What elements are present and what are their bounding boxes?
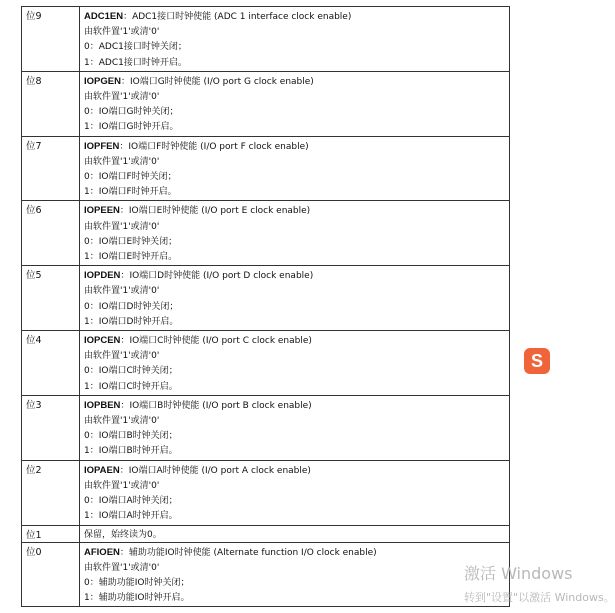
table-row [22,7,510,72]
field-detail: 0：IO端口A时钟关闭； [84,496,178,507]
field-detail: 由软件置'1'或清'0' [84,27,160,38]
register-bit-table [21,6,510,607]
field-detail: 1：IO端口C时钟开启。 [84,381,178,392]
bit-label: 位9 [22,7,80,72]
table-row [22,71,510,136]
field-title: ：IO端口E时钟使能 (I/O port E clock enable) [119,206,311,217]
field-detail: 由软件置'1'或清'0' [84,221,160,232]
field-detail: 1：IO端口E时钟开启。 [84,252,178,263]
bit-description [80,542,510,607]
table-row [22,136,510,201]
table-row [22,395,510,460]
field-title: ：IO端口A时钟使能 (I/O port A clock enable) [119,465,311,476]
bit-description [80,201,510,266]
field-heading [84,545,509,561]
watermark-title: 激活 Windows [464,564,573,583]
field-detail: 1：ADC1接口时钟开启。 [84,57,187,68]
field-detail: 0：ADC1接口时钟关闭； [84,42,187,53]
bit-description [80,331,510,396]
bit-description [80,395,510,460]
field-detail: 0：辅助功能IO时钟关闭； [84,577,190,588]
field-title: ：IO端口B时钟使能 (I/O port B clock enable) [120,400,312,411]
field-detail: 1：IO端口F时钟开启。 [84,187,177,198]
field-detail: 由软件置'1'或清'0' [84,416,160,427]
bit-description [80,460,510,525]
table-row [22,331,510,396]
field-detail: 1：IO端口B时钟开启。 [84,446,178,457]
bit-label: 位3 [22,395,80,460]
input-method-icon[interactable]: S [524,348,550,374]
field-title: ：IO端口G时钟使能 (I/O port G clock enable) [120,76,314,87]
field-title: ：IO端口C时钟使能 (I/O port C clock enable) [120,336,312,347]
field-detail: 由软件置'1'或清'0' [84,351,160,362]
field-detail: 由软件置'1'或清'0' [84,156,160,167]
field-name: ADC1EN [84,11,124,22]
field-name: IOPAEN [84,464,120,476]
field-detail: 由软件置'1'或清'0' [84,562,160,573]
field-detail: 0：IO端口B时钟关闭； [84,431,178,442]
field-title: ：IO端口D时钟使能 (I/O port D clock enable) [120,271,314,282]
field-detail: 由软件置'1'或清'0' [84,92,160,103]
field-heading [84,333,509,349]
field-heading [84,203,509,219]
field-heading [84,74,509,90]
field-detail: 0：IO端口D时钟关闭； [84,301,179,312]
field-heading [84,9,509,25]
bit-label: 位2 [22,460,80,525]
table-row [22,460,510,525]
field-detail: 由软件置'1'或清'0' [84,480,160,491]
bit-description [80,266,510,331]
table-row [22,266,510,331]
table-row [22,542,510,607]
field-detail: 0：IO端口C时钟关闭； [84,366,178,377]
bit-label: 位1 [22,525,80,542]
reserved-description: 保留，始终读为0。 [80,525,510,542]
field-heading [84,463,509,479]
bit-label: 位0 [22,542,80,607]
field-detail: 1：IO端口G时钟开启。 [84,122,179,133]
field-heading [84,268,509,284]
watermark-subtitle: 转到"设置"以激活 Windows。 [464,591,615,604]
bit-description [80,136,510,201]
field-heading [84,398,509,414]
field-name: IOPBEN [84,399,121,411]
bit-description [80,7,510,72]
field-name: IOPDEN [84,270,121,282]
bit-label: 位5 [22,266,80,331]
field-detail: 0：IO端口E时钟关闭； [84,236,178,247]
field-detail: 1：辅助功能IO时钟开启。 [84,593,190,604]
bit-label: 位8 [22,71,80,136]
field-name: IOPEEN [84,205,120,217]
field-heading [84,139,509,155]
field-name: IOPCEN [84,335,121,347]
field-detail: 1：IO端口D时钟开启。 [84,316,179,327]
field-name: IOPGEN [84,75,121,87]
field-name: IOPFEN [84,140,120,152]
field-name: AFIOEN [84,546,120,558]
table-row [22,525,510,542]
field-detail: 0：IO端口F时钟关闭； [84,172,177,183]
field-title: ：ADC1接口时钟使能 (ADC 1 interface clock enable) [123,12,352,22]
bit-description [80,71,510,136]
field-detail: 0：IO端口G时钟关闭； [84,107,179,118]
table-row [22,201,510,266]
field-title: ：IO端口F时钟使能 (I/O port F clock enable) [119,141,309,152]
bit-label: 位7 [22,136,80,201]
field-title: ：辅助功能IO时钟使能 (Alternate function I/O clock enable) [119,547,377,558]
field-detail: 由软件置'1'或清'0' [84,286,160,297]
bit-label: 位6 [22,201,80,266]
field-detail: 1：IO端口A时钟开启。 [84,511,178,522]
bit-label: 位4 [22,331,80,396]
